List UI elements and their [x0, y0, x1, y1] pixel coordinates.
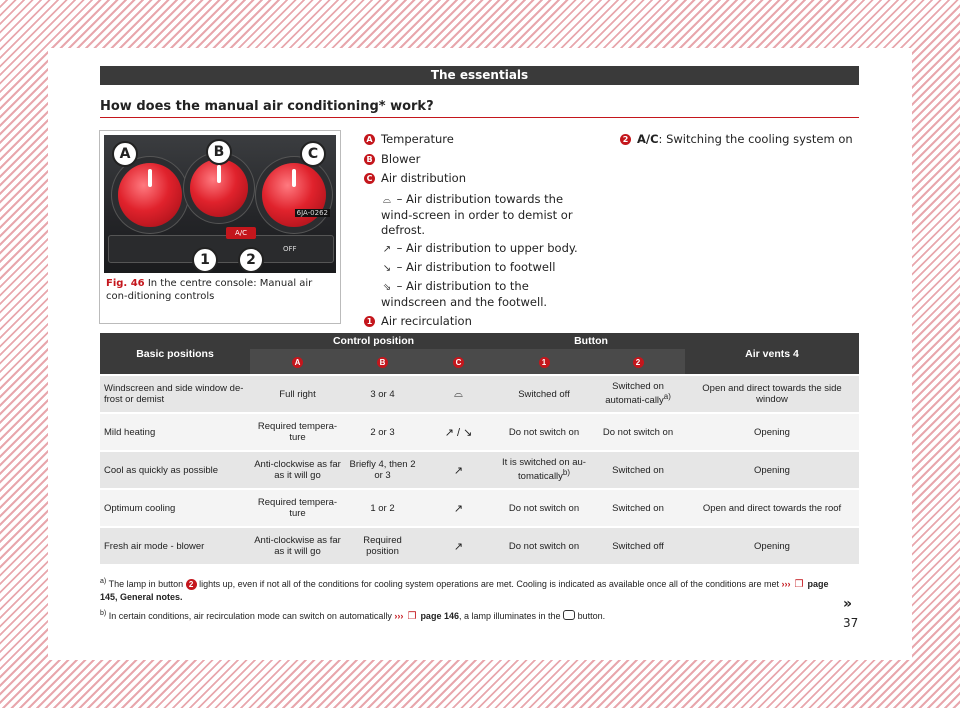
button-row: [108, 235, 334, 263]
legend-text-a: Temperature: [381, 132, 454, 146]
caption-label: Fig. 46: [106, 278, 145, 289]
windscreen-icon: ⌓: [454, 387, 463, 400]
footwell-icon: ↘: [382, 262, 392, 274]
book-icon: ❐: [407, 611, 417, 622]
temperature-knob: [118, 163, 182, 227]
footnote-a-body: lights up, even if not all of the conditions for cooling system operations are met. Cooling is indicated as available once all of the conditions are met: [199, 579, 779, 589]
callout-2: 2: [238, 247, 264, 273]
footnote-a: [100, 576, 830, 603]
badge-a: A: [292, 357, 303, 368]
upper-body-icon: ↗: [453, 502, 464, 515]
badge-c: C: [364, 173, 375, 184]
blower-knob: [190, 159, 248, 217]
cell-2: Switched on: [591, 451, 685, 489]
distribution-windscreen-footwell-text: – Air distribution to the windscreen and the footwell.: [381, 278, 548, 309]
cell-vents: Opening: [685, 527, 859, 564]
cell-a: Anti-clockwise as far as it will go: [250, 527, 345, 564]
badge-2: 2: [620, 134, 631, 145]
row-name: Windscreen and side window de-frost or demist: [100, 375, 250, 413]
header-air-vents: Air vents 4: [685, 333, 859, 375]
distribution-windscreen: [364, 192, 584, 238]
page-link-146[interactable]: page 146: [420, 611, 459, 621]
cell-b: Required position: [345, 527, 420, 564]
distribution-windscreen-text: – Air distribution towards the wind-screen in order to demist or defrost.: [381, 191, 573, 237]
table-row: [100, 489, 859, 527]
footnote-a-text: The lamp in button: [108, 579, 184, 589]
cell-2: Switched off: [591, 527, 685, 564]
legend-item-b: [364, 150, 584, 170]
subheader-2: [591, 349, 685, 375]
cell-2: [591, 375, 685, 413]
badge-b: B: [364, 154, 375, 165]
legend-item-2: [620, 130, 853, 150]
footnote-ref-a: a): [663, 392, 671, 402]
legend-text-b: Blower: [381, 151, 421, 166]
book-icon: ❐: [794, 579, 804, 590]
badge-c: C: [453, 357, 464, 368]
cell-2: Do not switch on: [591, 413, 685, 451]
row-name: Mild heating: [100, 413, 250, 451]
distribution-upper-body: [364, 241, 584, 257]
cell-b: 3 or 4: [345, 375, 420, 413]
subheader-1: [497, 349, 591, 375]
recirculation-button-icon: [563, 610, 575, 620]
upper-body-icon: ↗: [453, 464, 464, 477]
cross-ref-arrow: ›››: [394, 611, 404, 621]
cell-a: Required tempera-ture: [250, 489, 345, 527]
footnote-mark-b: b): [100, 610, 107, 617]
badge-2: 2: [633, 357, 644, 368]
header-button: Button: [497, 333, 685, 349]
callout-1: 1: [192, 247, 218, 273]
continue-icon: »: [843, 596, 853, 612]
cell-2-text: Switched on automati-cally: [605, 381, 664, 407]
footnote-b-end: button.: [577, 611, 606, 621]
caption-text: In the centre console: Manual air con-ditioning controls: [106, 278, 313, 302]
cell-c: [420, 451, 497, 489]
distribution-footwell: [364, 260, 584, 276]
row-name: Cool as quickly as possible: [100, 451, 250, 489]
control-legend: [364, 130, 584, 331]
cell-a: Full right: [250, 375, 345, 413]
control-table: [100, 333, 859, 564]
manual-page: [48, 48, 912, 660]
badge-b: B: [377, 357, 388, 368]
callout-c: C: [300, 141, 326, 167]
page-number: 37: [843, 616, 859, 630]
subheader-a: [250, 349, 345, 375]
ac-button: A/C: [226, 227, 256, 239]
cell-vents: Open and direct towards the side window: [685, 375, 859, 413]
legend-item-c: [364, 169, 584, 189]
upper-body-icon: ↗: [453, 540, 464, 553]
title-divider: [100, 117, 859, 118]
windscreen-footwell-icon: ⇘: [382, 281, 392, 293]
distribution-upper-body-text: – Air distribution to upper body.: [393, 240, 578, 255]
footnote-b-body: , a lamp illuminates in the: [458, 611, 561, 621]
footnote-b: [100, 608, 830, 623]
image-id: 6JA-0262: [296, 209, 328, 217]
legend-item-a: [364, 130, 584, 150]
cell-1: Do not switch on: [497, 413, 591, 451]
subheader-c: [420, 349, 497, 375]
footnote-ref-b: b): [562, 468, 570, 478]
cell-1: [497, 451, 591, 489]
footnote-b-text: In certain conditions, air recirculation mode can switch on automatically: [108, 611, 392, 621]
header-basic-positions: Basic positions: [100, 333, 250, 375]
distribution-knob: [262, 163, 326, 227]
header-control-position: Control position: [250, 333, 497, 349]
subheader-b: [345, 349, 420, 375]
table-row: [100, 527, 859, 564]
cell-1: Do not switch on: [497, 489, 591, 527]
cell-b: Briefly 4, then 2 or 3: [345, 451, 420, 489]
figure-46: [99, 130, 341, 324]
table-row: [100, 375, 859, 413]
footnotes: [100, 576, 830, 628]
off-label: OFF: [283, 245, 297, 253]
table-row: [100, 451, 859, 489]
cell-a: Anti-clockwise as far as it will go: [250, 451, 345, 489]
section-header: The essentials: [100, 66, 859, 85]
cell-vents: Opening: [685, 413, 859, 451]
upper-body-footwell-icon: ↗ / ↘: [444, 426, 473, 439]
legend-text-1: Air recirculation: [381, 313, 472, 328]
ac-label: A/C: [637, 132, 659, 146]
distribution-footwell-text: – Air distribution to footwell: [393, 259, 556, 274]
cell-c: [420, 489, 497, 527]
cell-1: Switched off: [497, 375, 591, 413]
callout-a: A: [112, 141, 138, 167]
badge-1: 1: [539, 357, 550, 368]
badge-2: 2: [186, 579, 197, 590]
cell-c: [420, 375, 497, 413]
row-name: Optimum cooling: [100, 489, 250, 527]
figure-caption: [106, 277, 332, 303]
upper-body-icon: ↗: [382, 243, 392, 255]
console-photo: [104, 135, 336, 273]
cell-2: Switched on: [591, 489, 685, 527]
windscreen-icon: ⌓: [383, 194, 391, 206]
cross-ref-arrow: ›››: [781, 579, 791, 589]
legend-text-c: Air distribution: [381, 171, 466, 185]
page-title: How does the manual air conditioning* work?: [100, 99, 434, 114]
row-name: Fresh air mode - blower: [100, 527, 250, 564]
cell-b: 1 or 2: [345, 489, 420, 527]
cell-vents: Open and direct towards the roof: [685, 489, 859, 527]
cell-1-text: It is switched on au-tomatically: [502, 457, 586, 483]
badge-1: 1: [364, 316, 375, 327]
distribution-windscreen-footwell: [364, 279, 584, 310]
cell-c: [420, 413, 497, 451]
cell-1: Do not switch on: [497, 527, 591, 564]
table-row: [100, 413, 859, 451]
footnote-mark-a: a): [100, 578, 107, 585]
legend-item-1: [364, 312, 584, 332]
badge-a: A: [364, 134, 375, 145]
cell-c: [420, 527, 497, 564]
page-link-145[interactable]: page 145, General notes.: [100, 579, 829, 602]
legend-text-2: : Switching the cooling system on: [658, 132, 853, 146]
callout-b: B: [206, 139, 232, 165]
cell-a: Required tempera-ture: [250, 413, 345, 451]
cell-vents: Opening: [685, 451, 859, 489]
cell-b: 2 or 3: [345, 413, 420, 451]
